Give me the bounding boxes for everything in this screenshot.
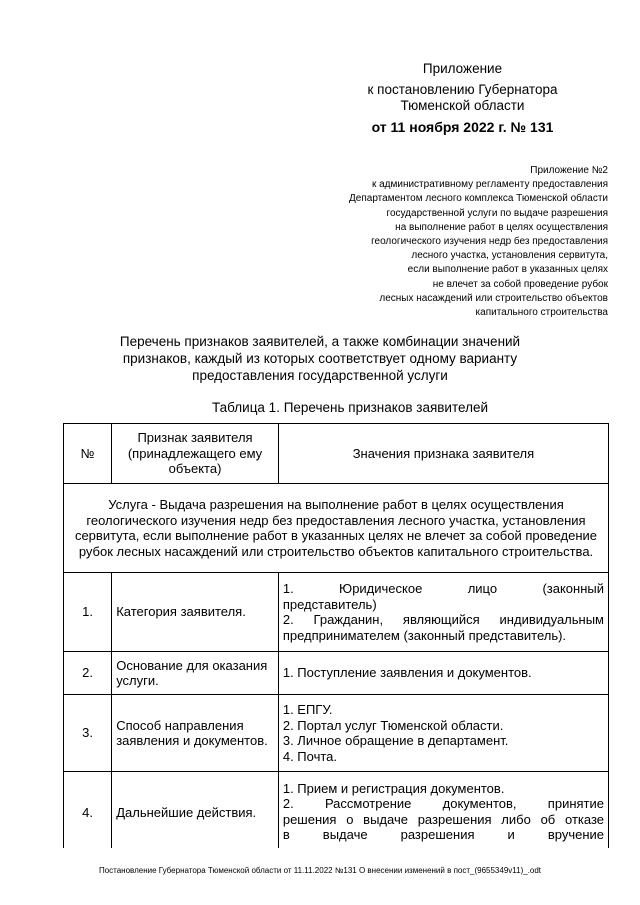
annex-line: Приложение №2	[530, 165, 608, 176]
table-row	[64, 573, 609, 652]
value-line: 2. Гражданин, являющийся индивидуальным	[282, 612, 604, 627]
appendix-date: от 11 ноября 2022 г. № 131	[371, 119, 554, 135]
annex-line: лесного участка, установления сервитута,	[411, 250, 608, 262]
row-sign: Способ направления заявления и документов.	[112, 695, 279, 772]
value-line: в выдаче разрешения и вручение	[282, 827, 604, 842]
value-line: предпринимателем (законный представитель).	[282, 627, 567, 643]
service-description: Услуга - Выдача разрешения на выполнение работ в целях осуществления геологического изучения недр без предоставления лесного участка, установления сервитута, если выполнение работ в указанных целях не влечет за собой проведение рубок лесных насаждений или строительство объектов капитального строительства.	[64, 484, 609, 573]
value-line: представитель)	[282, 596, 377, 612]
annex-line: лесных насаждений или строительство объектов	[379, 292, 608, 304]
applicant-signs-table	[63, 423, 609, 852]
annex-line: государственной услуги по выдаче разрешения	[386, 207, 608, 219]
heading-line: Перечень признаков заявителей, а также комбинации значений	[119, 334, 521, 349]
annex-block	[288, 164, 608, 320]
table-caption: Таблица 1. Перечень признаков заявителей	[212, 400, 488, 415]
service-row	[64, 484, 609, 573]
heading-line: признаков, каждый из которых соответствует одному варианту	[122, 351, 518, 366]
annex-line: если выполнение работ в указанных целях	[407, 264, 608, 276]
row-number: 4.	[64, 772, 112, 852]
row-values	[278, 652, 608, 695]
row-number: 1.	[64, 573, 112, 652]
page-bottom-margin	[0, 848, 640, 905]
table-row	[64, 695, 609, 772]
row-sign: Дальнейшие действия.	[112, 772, 279, 852]
value-line: 1. Прием и регистрация документов.	[282, 780, 505, 796]
header-sign: Признак заявителя (принадлежащего ему объекта)	[112, 424, 279, 484]
row-sign: Категория заявителя.	[112, 573, 279, 652]
annex-line: капитального строительства	[475, 307, 608, 319]
annex-line: Департаментом лесного комплекса Тюменской области	[349, 193, 608, 205]
value-line: 2. Рассмотрение документов, принятие	[282, 796, 604, 811]
row-values	[278, 695, 608, 772]
header-no: №	[64, 424, 112, 484]
value-line: 1. Юридическое лицо (законный	[282, 581, 604, 596]
appendix-line-1: к постановлению Губернатора	[367, 82, 558, 97]
annex-line: не влечет за собой проведение рубок	[432, 278, 608, 290]
value-line: 2. Портал услуг Тюменской области.	[282, 717, 504, 733]
value-line: 3. Личное обращение в департамент.	[282, 733, 509, 748]
header-values: Значения признака заявителя	[278, 424, 608, 484]
annex-line: на выполнение работ в целях осуществления	[395, 221, 608, 233]
heading-line: предоставления государственной услуги	[192, 368, 448, 383]
appendix-line-2: Тюменской области	[400, 98, 525, 113]
annex-line: геологического изучения недр без предоставления	[371, 236, 608, 248]
value-line: 4. Почта.	[282, 748, 338, 764]
value-line: решения о выдаче разрешения либо об отказе	[282, 811, 604, 827]
table-row	[64, 772, 609, 852]
list-heading	[70, 333, 570, 384]
row-sign: Основание для оказания услуги.	[112, 652, 279, 695]
table-row	[64, 652, 609, 695]
table-header-row	[64, 424, 609, 484]
value-line: 1. Поступление заявления и документов.	[282, 665, 532, 681]
row-values	[278, 573, 608, 652]
annex-line: к административному регламенту предоставления	[371, 179, 608, 191]
value-line: 1. ЕПГУ.	[282, 702, 333, 717]
appendix-title: Приложение	[422, 61, 503, 76]
row-values	[278, 772, 608, 852]
row-number: 3.	[64, 695, 112, 772]
row-number: 2.	[64, 652, 112, 695]
page-footer: Постановление Губернатора Тюменской области от 11.11.2022 №131 О внесении изменений в пост_(9655349v11)_.odt	[98, 866, 542, 875]
